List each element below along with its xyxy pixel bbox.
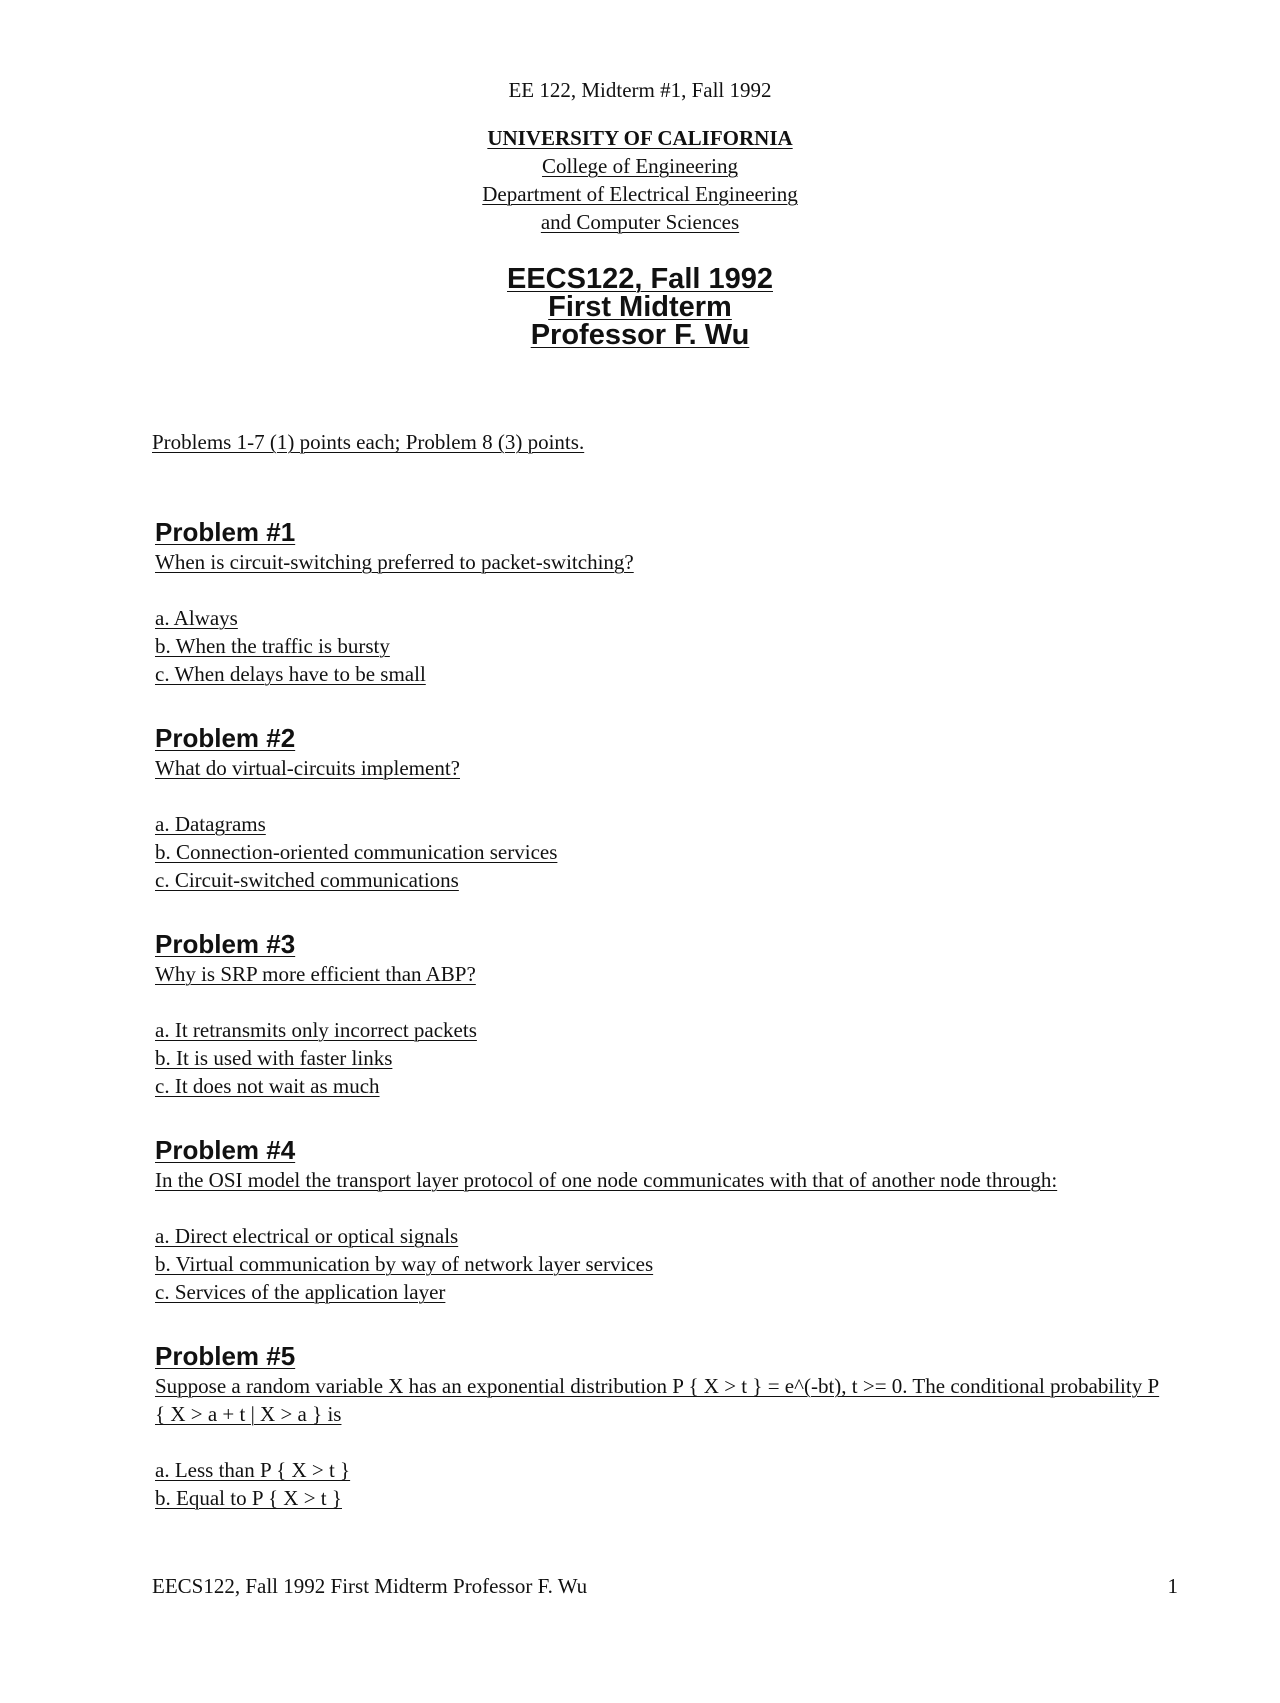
- problem-heading: Problem #5: [155, 1341, 296, 1371]
- department-line-1: Department of Electrical Engineering: [482, 182, 798, 206]
- problem-option: c. Circuit-switched communications: [155, 868, 459, 892]
- problem-question: When is circuit-switching preferred to packet-switching?: [155, 550, 634, 574]
- problem-option: b. When the traffic is bursty: [155, 634, 390, 658]
- problem-option: a. Always: [155, 606, 238, 630]
- problem-option: a. Less than P { X > t }: [155, 1458, 351, 1482]
- problem-option: c. It does not wait as much: [155, 1074, 380, 1098]
- problem-option: c. When delays have to be small: [155, 662, 426, 686]
- problem-heading: Problem #2: [155, 723, 296, 753]
- problem-question: Why is SRP more efficient than ABP?: [155, 962, 476, 986]
- problem-option: b. Virtual communication by way of network layer services: [155, 1252, 654, 1276]
- page-number: 1: [1167, 1574, 1178, 1598]
- exam-title-block: [0, 265, 1280, 349]
- problem-option: c. Services of the application layer: [155, 1280, 446, 1304]
- problem-option: a. Direct electrical or optical signals: [155, 1224, 459, 1248]
- university-name: UNIVERSITY OF CALIFORNIA: [487, 126, 793, 150]
- problem-question: Suppose a random variable X has an exponential distribution P { X > t } = e^(-bt), t >= 0. The conditional probability P { X > a + t | X > a } is: [155, 1374, 1160, 1426]
- problem-question: In the OSI model the transport layer protocol of one node communicates with that of another node through:: [155, 1168, 1058, 1192]
- points-note: Problems 1-7 (1) points each; Problem 8 (3) points.: [152, 430, 585, 454]
- problem-question: What do virtual-circuits implement?: [155, 756, 460, 780]
- professor-name: Professor F. Wu: [530, 319, 750, 351]
- problem-option: b. Equal to P { X > t }: [155, 1486, 342, 1510]
- problem-option: b. It is used with faster links: [155, 1046, 393, 1070]
- problem-heading: Problem #4: [155, 1135, 296, 1165]
- college-name: College of Engineering: [542, 154, 738, 178]
- problem-1: [155, 516, 1165, 688]
- running-head: EE 122, Midterm #1, Fall 1992: [508, 78, 772, 102]
- department-line-2: and Computer Sciences: [540, 210, 740, 234]
- problem-5: [155, 1340, 1165, 1512]
- exam-title: First Midterm: [548, 291, 732, 323]
- problem-2: [155, 722, 1165, 894]
- problem-3: [155, 928, 1165, 1100]
- problem-list: [155, 516, 1165, 1546]
- course-title: EECS122, Fall 1992: [507, 263, 773, 295]
- problem-option: a. It retransmits only incorrect packets: [155, 1018, 477, 1042]
- problem-heading: Problem #3: [155, 929, 296, 959]
- problem-option: a. Datagrams: [155, 812, 266, 836]
- institution-block: [0, 124, 1280, 236]
- problem-heading: Problem #1: [155, 517, 296, 547]
- footer-title: EECS122, Fall 1992 First Midterm Professor F. Wu: [152, 1574, 588, 1598]
- problem-option: b. Connection-oriented communication services: [155, 840, 558, 864]
- problem-4: [155, 1134, 1165, 1306]
